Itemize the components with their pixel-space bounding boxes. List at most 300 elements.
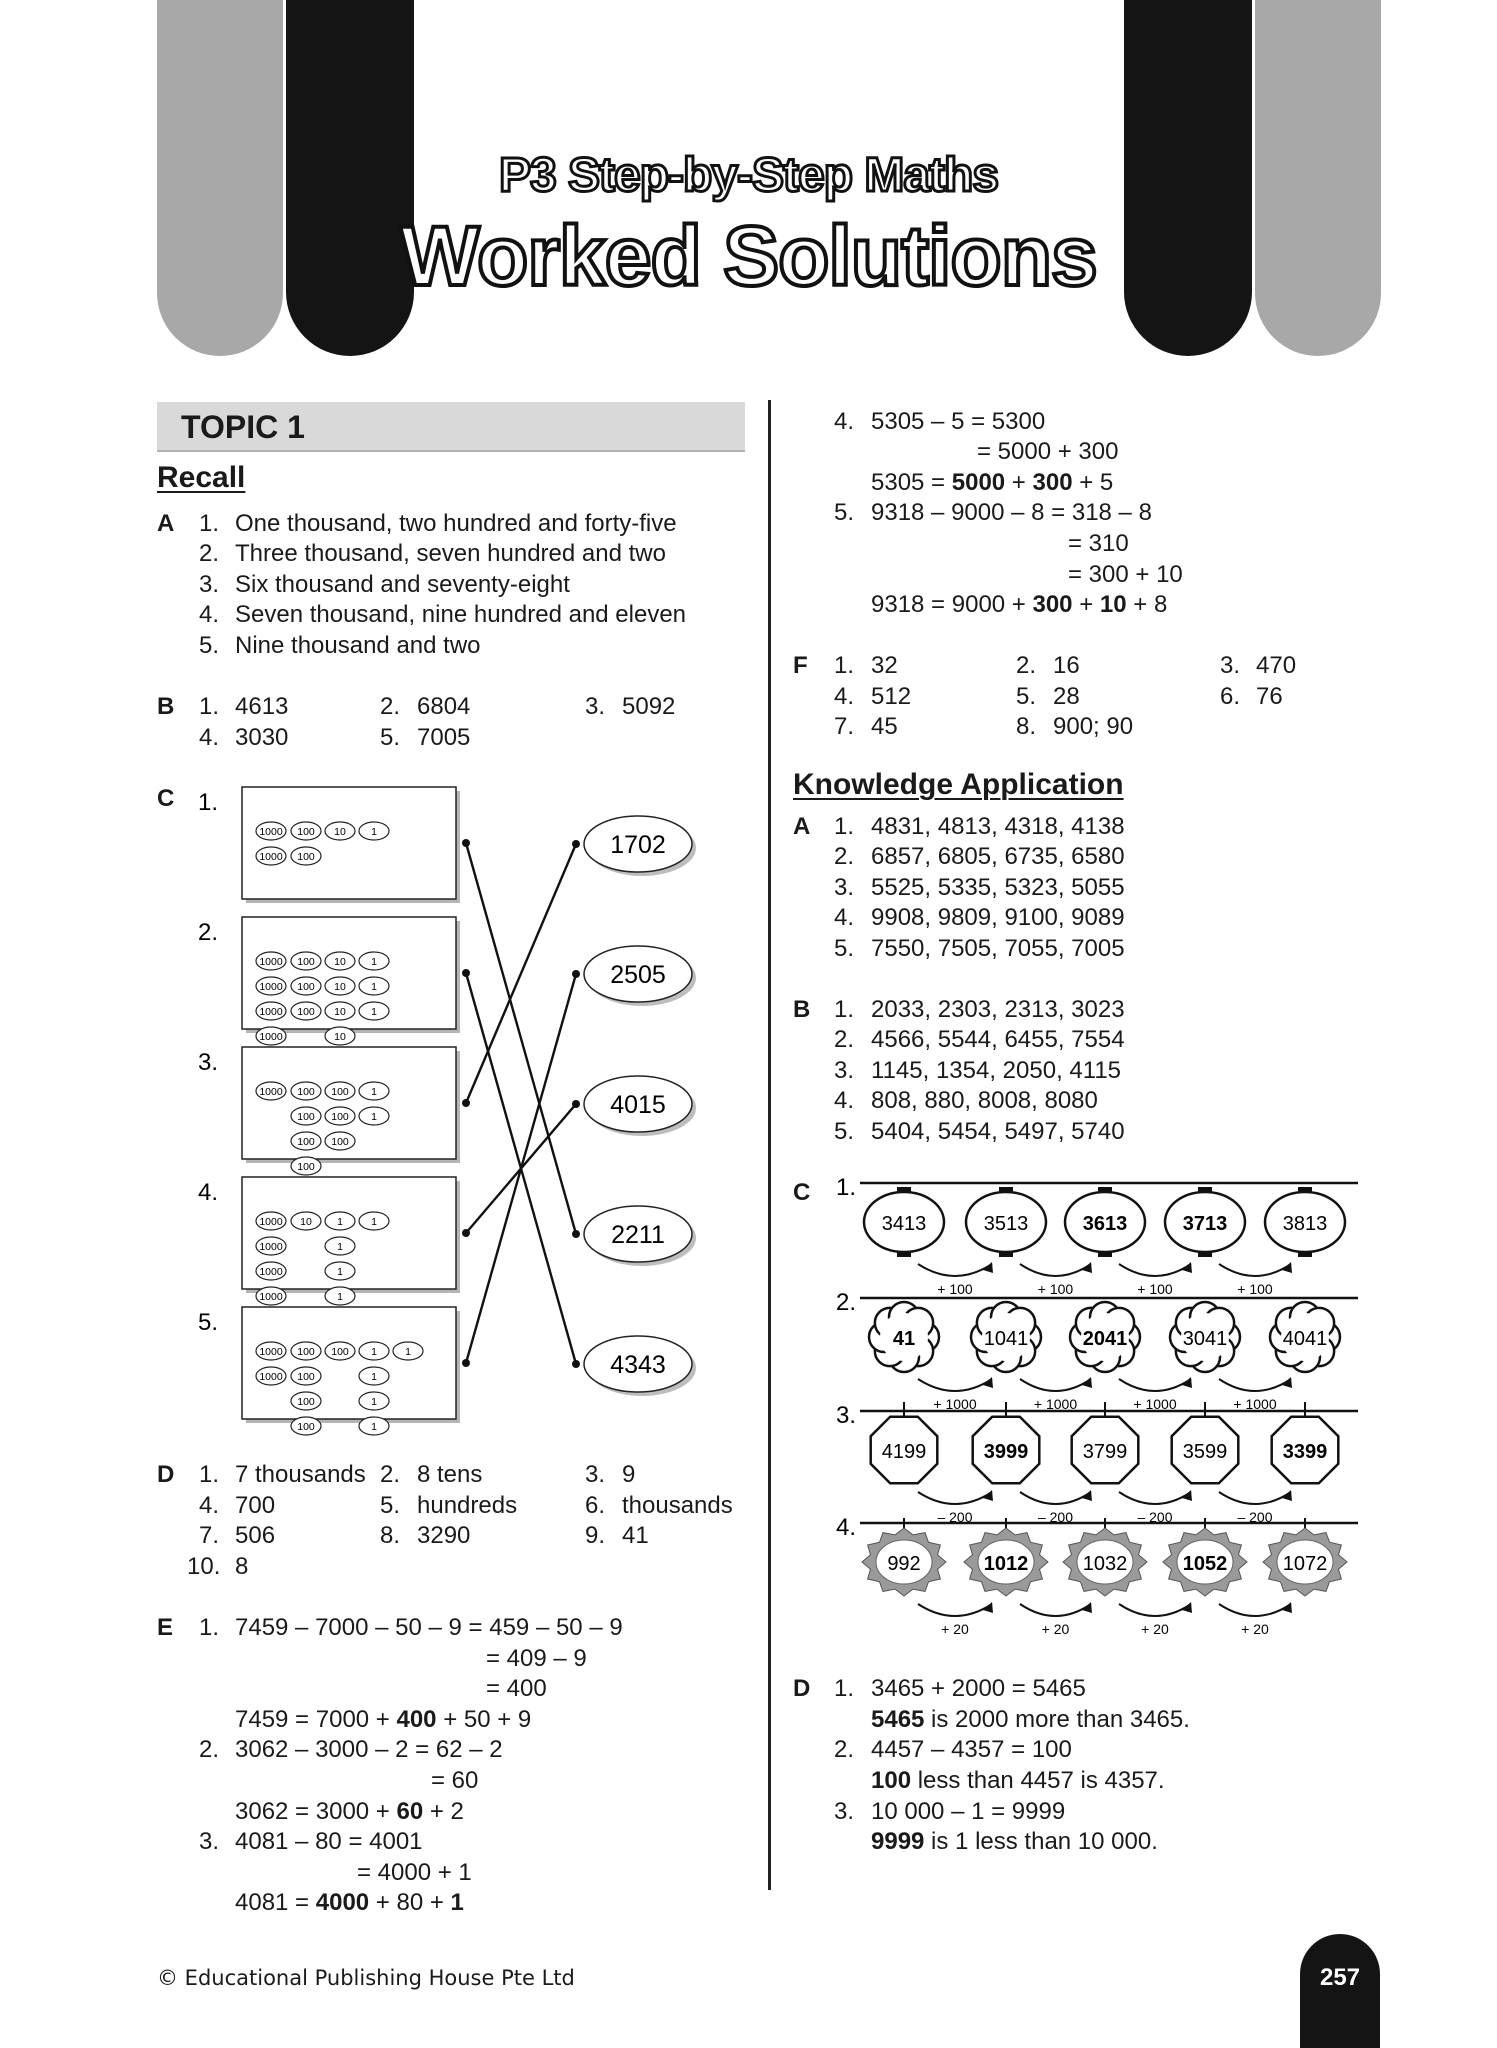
- answer-part: less than 4457 is 4357.: [911, 1767, 1165, 1794]
- counter-label: 100: [331, 1346, 349, 1358]
- list-number: 2.: [834, 843, 855, 870]
- place-value-counter: [325, 977, 355, 995]
- place-value-counter: [291, 1132, 321, 1150]
- place-value-counter: [256, 1262, 286, 1280]
- pattern-row: [836, 1402, 1358, 1525]
- counter-label: 1000: [259, 851, 283, 863]
- list-item: 3290: [417, 1522, 471, 1549]
- list-number: 4.: [199, 601, 220, 628]
- section-letter-b: B: [157, 693, 175, 720]
- counter-label: 1: [371, 1421, 377, 1433]
- place-value-counter: [256, 977, 286, 995]
- page-title: Worked Solutions: [400, 209, 1097, 303]
- step-arrow: [1119, 1379, 1191, 1391]
- place-value-counter: [256, 822, 286, 840]
- list-item: 7 thousands: [235, 1461, 366, 1488]
- place-value-counter: [359, 1417, 389, 1435]
- list-number: 1.: [836, 1174, 857, 1201]
- list-item: 3030: [235, 724, 289, 751]
- pattern-value: 1012: [983, 1553, 1029, 1575]
- equation-answer: [235, 1888, 464, 1918]
- step-label: + 100: [937, 1281, 973, 1297]
- counter-label: 100: [297, 1371, 315, 1383]
- section-letter-c: C: [793, 1179, 811, 1206]
- pattern-value: 3799: [1082, 1441, 1128, 1463]
- section-letter-d: D: [157, 1461, 175, 1488]
- box-frame: [242, 787, 456, 899]
- counter-label: 100: [297, 1086, 315, 1098]
- equation-line: = 4000 + 1: [357, 1859, 472, 1886]
- answer-part: + 80 +: [369, 1889, 451, 1916]
- pattern-shape: [1270, 1302, 1340, 1372]
- place-value-counter: [325, 1212, 355, 1230]
- answer-bold: 9999: [871, 1828, 925, 1855]
- list-number: 1.: [834, 652, 855, 679]
- place-value-counter: [359, 1002, 389, 1020]
- equation-line: 5305 – 5 = 5300: [871, 408, 1046, 435]
- pattern-shape: [1163, 1518, 1247, 1596]
- equation-answer: [235, 1797, 464, 1827]
- list-number: 5.: [834, 1118, 855, 1145]
- list-number: 4.: [834, 683, 855, 710]
- answer-bold: 400: [396, 1706, 437, 1733]
- list-number: 2.: [834, 1026, 855, 1053]
- pattern-value: 3613: [1082, 1213, 1128, 1235]
- counter-label: 1: [371, 826, 377, 838]
- list-item: 2033, 2303, 2313, 3023: [871, 996, 1125, 1023]
- pattern-value: 4041: [1282, 1328, 1328, 1350]
- list-number: 1.: [199, 1614, 220, 1641]
- answer-bold: 100: [871, 1767, 912, 1794]
- list-number: 3.: [585, 1461, 606, 1488]
- counter-label: 10: [300, 1216, 312, 1228]
- pattern-value: 3399: [1282, 1441, 1328, 1463]
- pattern-value: 992: [887, 1553, 921, 1575]
- equation-line: 4081 – 80 = 4001: [235, 1828, 423, 1855]
- place-value-counter: [291, 822, 321, 840]
- place-value-counter: [359, 1212, 389, 1230]
- counter-label: 1: [337, 1216, 343, 1228]
- place-value-counter: [325, 1132, 355, 1150]
- counter-label: 1: [371, 1371, 377, 1383]
- step-arrow: [1219, 1604, 1291, 1616]
- step-arrow: [1020, 1264, 1091, 1276]
- list-number: 3.: [834, 1798, 855, 1825]
- column-divider: [768, 400, 771, 1890]
- answer-oval: [584, 816, 696, 876]
- pattern-shape: [1172, 1402, 1239, 1483]
- list-number: 4.: [199, 1492, 220, 1519]
- counter-label: 100: [297, 1161, 315, 1173]
- equation-answer: [235, 1705, 531, 1735]
- counter-label: 1000: [259, 1031, 283, 1043]
- place-value-counter: [325, 952, 355, 970]
- place-value-counter: [291, 952, 321, 970]
- section-letter-c: C: [157, 785, 175, 812]
- place-value-counter: [325, 1002, 355, 1020]
- counter-label: 1: [371, 1346, 377, 1358]
- answer-part: + 8: [1126, 591, 1168, 618]
- list-item: hundreds: [417, 1492, 518, 1519]
- list-number: 1.: [834, 1675, 855, 1702]
- oval-answer: 2211: [611, 1221, 665, 1249]
- step-label: + 1000: [1033, 1396, 1078, 1412]
- section-letter-a: A: [793, 813, 811, 840]
- pattern-shape: [862, 1518, 946, 1596]
- list-item: 808, 880, 8008, 8080: [871, 1087, 1098, 1114]
- place-value-counter: [256, 1212, 286, 1230]
- list-number: 2.: [199, 540, 220, 567]
- list-number: 2.: [1016, 652, 1037, 679]
- pattern-value: 3999: [983, 1441, 1029, 1463]
- answer-bold: 300: [1032, 591, 1073, 618]
- place-value-counter: [256, 1342, 286, 1360]
- place-value-counter: [359, 822, 389, 840]
- list-number: 2.: [380, 693, 401, 720]
- list-number: 3.: [834, 874, 855, 901]
- answer-part: +: [1005, 469, 1033, 496]
- list-number: 3.: [199, 1828, 220, 1855]
- section-letter-b: B: [793, 996, 811, 1023]
- list-number: 5.: [380, 724, 401, 751]
- pattern-shape: [869, 1302, 939, 1372]
- counter-label: 100: [297, 851, 315, 863]
- list-number: 2.: [380, 1461, 401, 1488]
- equation-line: 10 000 – 1 = 9999: [871, 1798, 1066, 1825]
- step-label: – 200: [1237, 1509, 1273, 1525]
- pattern-value: 3599: [1182, 1441, 1228, 1463]
- pattern-value: 3813: [1282, 1213, 1328, 1235]
- counter-label: 1: [371, 956, 377, 968]
- oval-answer: 4343: [610, 1351, 666, 1379]
- place-value-counter: [291, 1107, 321, 1125]
- answer-part: 4081 =: [235, 1889, 316, 1916]
- list-item: 506: [235, 1522, 276, 1549]
- list-item: 8 tens: [417, 1461, 483, 1488]
- place-value-counter: [359, 952, 389, 970]
- place-value-counter: [325, 1287, 355, 1305]
- place-value-counter: [359, 1392, 389, 1410]
- counter-label: 1000: [259, 981, 283, 993]
- answer-part: 3062 = 3000 +: [235, 1798, 397, 1825]
- step-arrow: [1020, 1492, 1091, 1504]
- place-value-box: [198, 1177, 460, 1305]
- list-item: 7005: [417, 724, 471, 751]
- list-item: 4831, 4813, 4318, 4138: [871, 813, 1125, 840]
- pattern-shape: [1070, 1302, 1140, 1372]
- step-label: + 1000: [1233, 1396, 1277, 1412]
- counter-label: 10: [334, 1006, 346, 1018]
- step-label: + 20: [1241, 1621, 1269, 1637]
- place-value-counter: [325, 1082, 355, 1100]
- answer-part: is 2000 more than 3465.: [924, 1706, 1190, 1733]
- pattern-shape: [1072, 1402, 1139, 1483]
- place-value-counter: [291, 977, 321, 995]
- place-value-counter: [256, 1002, 286, 1020]
- pattern-value: 1032: [1082, 1553, 1128, 1575]
- answer-bold: 5465: [871, 1706, 925, 1733]
- answer-bold: 4000: [315, 1889, 370, 1916]
- place-value-box: [198, 787, 460, 903]
- counter-label: 100: [331, 1136, 349, 1148]
- counter-label: 1000: [259, 1216, 283, 1228]
- answer-bold: 1: [450, 1889, 464, 1916]
- list-item: 6804: [417, 693, 471, 720]
- equation-line: = 300 + 10: [1068, 561, 1183, 588]
- step-label: + 20: [1041, 1621, 1070, 1637]
- equation-line: 3465 + 2000 = 5465: [871, 1675, 1086, 1702]
- counter-label: 10: [334, 1031, 346, 1043]
- knowledge-application-heading: Knowledge Application: [793, 768, 1124, 801]
- list-number: 7.: [834, 713, 855, 740]
- section-letter-f: F: [793, 652, 808, 679]
- equation-line: = 400: [486, 1675, 547, 1702]
- pattern-shape: [964, 1518, 1048, 1596]
- list-number: 5.: [380, 1492, 401, 1519]
- pattern-row: [836, 1289, 1358, 1412]
- matching-line: [466, 843, 576, 1234]
- list-item: 76: [1256, 683, 1283, 710]
- list-number: 2.: [834, 1736, 855, 1763]
- answer-bold: 10: [1099, 591, 1127, 618]
- counter-label: 1000: [259, 1006, 283, 1018]
- counter-label: 1: [371, 1396, 377, 1408]
- place-value-counter: [256, 952, 286, 970]
- answer-part: + 5: [1072, 469, 1114, 496]
- answer-bold: 5000: [951, 469, 1006, 496]
- counter-label: 1000: [259, 1086, 283, 1098]
- list-number: 10.: [187, 1553, 221, 1580]
- list-number: 5.: [199, 632, 220, 659]
- answer-part: + 50 + 9: [436, 1706, 532, 1733]
- place-value-counter: [291, 1342, 321, 1360]
- counter-label: 1: [371, 1086, 377, 1098]
- counter-label: 1000: [259, 1241, 283, 1253]
- answer-bold: 300: [1032, 469, 1073, 496]
- list-item: 6857, 6805, 6735, 6580: [871, 843, 1125, 870]
- pattern-shape: [1065, 1187, 1145, 1257]
- answer-part: 7459 = 7000 +: [235, 1706, 397, 1733]
- pattern-shape: [971, 1302, 1041, 1372]
- counter-label: 1: [337, 1266, 343, 1278]
- place-value-counter: [359, 1367, 389, 1385]
- list-number: 9.: [585, 1522, 606, 1549]
- pattern-shape: [1170, 1302, 1240, 1372]
- place-value-counter: [325, 1342, 355, 1360]
- counter-label: 100: [297, 1396, 315, 1408]
- list-number: 2.: [199, 1736, 220, 1763]
- pattern-value: 3713: [1182, 1213, 1228, 1235]
- answer-part: +: [1072, 591, 1100, 618]
- list-item: 5404, 5454, 5497, 5740: [871, 1118, 1125, 1145]
- list-number: 3.: [834, 1057, 855, 1084]
- topic-label: TOPIC 1: [181, 409, 305, 445]
- pattern-shape: [1165, 1187, 1245, 1257]
- step-label: – 200: [1037, 1509, 1074, 1525]
- answer-part: is 1 less than 10 000.: [924, 1828, 1158, 1855]
- counter-label: 100: [297, 1111, 315, 1123]
- counter-label: 10: [334, 956, 346, 968]
- pattern-shape: [1265, 1187, 1345, 1257]
- counter-label: 1000: [259, 1266, 283, 1278]
- list-item: 41: [622, 1522, 649, 1549]
- list-item: 28: [1053, 683, 1080, 710]
- list-item: 1145, 1354, 2050, 4115: [871, 1057, 1122, 1084]
- place-value-counter: [256, 1082, 286, 1100]
- place-value-counter: [393, 1342, 423, 1360]
- counter-label: 1000: [259, 1346, 283, 1358]
- step-label: – 200: [937, 1509, 973, 1525]
- pattern-value: 1072: [1282, 1553, 1328, 1575]
- counter-label: 1000: [259, 1291, 283, 1303]
- counter-label: 1: [371, 1006, 377, 1018]
- step-label: + 1000: [1133, 1396, 1177, 1412]
- list-item: Nine thousand and two: [235, 632, 481, 659]
- step-label: + 20: [1141, 1621, 1169, 1637]
- counter-label: 100: [331, 1086, 349, 1098]
- list-item: 700: [235, 1492, 276, 1519]
- counter-label: 1000: [259, 1371, 283, 1383]
- pattern-value: 1052: [1182, 1553, 1228, 1575]
- list-number: 6.: [585, 1492, 606, 1519]
- step-label: + 100: [1237, 1281, 1273, 1297]
- page-number-tab: [1300, 1934, 1380, 2048]
- answer-part: + 2: [423, 1798, 464, 1825]
- recall-heading: Recall: [157, 461, 246, 494]
- counter-label: 100: [297, 956, 315, 968]
- number-pattern-diagrams: [820, 1170, 1360, 1650]
- list-item: 5525, 5335, 5323, 5055: [871, 874, 1125, 901]
- counter-label: 1: [371, 1111, 377, 1123]
- pattern-value: 3041: [1182, 1328, 1228, 1350]
- pattern-value: 3513: [983, 1213, 1029, 1235]
- place-value-counter: [291, 1082, 321, 1100]
- step-arrow: [918, 1264, 992, 1276]
- equation-line: 4457 – 4357 = 100: [871, 1736, 1072, 1763]
- counter-label: 100: [297, 1421, 315, 1433]
- list-number: 4.: [198, 1179, 219, 1206]
- list-number: 1.: [834, 813, 855, 840]
- step-arrow: [918, 1492, 992, 1504]
- answer-oval: [584, 946, 696, 1006]
- pattern-shape: [864, 1187, 944, 1257]
- book-title: P3 Step-by-Step Maths: [498, 149, 999, 202]
- place-value-counter: [325, 1027, 355, 1045]
- answer-oval: [584, 1076, 696, 1136]
- counter-label: 1: [371, 1216, 377, 1228]
- section-letter-d: D: [793, 1675, 811, 1702]
- list-number: 1.: [199, 693, 220, 720]
- list-item: thousands: [622, 1492, 733, 1519]
- matching-line: [466, 844, 576, 1103]
- answer-oval: [584, 1206, 696, 1266]
- equation-line: = 310: [1068, 530, 1129, 557]
- step-arrow: [918, 1604, 992, 1616]
- list-number: 1.: [199, 1461, 220, 1488]
- list-number: 3.: [585, 693, 606, 720]
- answer-oval: [584, 1336, 696, 1396]
- oval-answer: 1702: [610, 831, 666, 859]
- place-value-counter: [325, 1262, 355, 1280]
- pattern-shape: [871, 1402, 938, 1483]
- place-value-counter: [291, 847, 321, 865]
- pattern-value: 41: [892, 1328, 916, 1350]
- counter-label: 1000: [259, 826, 283, 838]
- list-item: Seven thousand, nine hundred and eleven: [235, 601, 687, 628]
- step-arrow: [1219, 1264, 1291, 1276]
- place-value-counter: [291, 1417, 321, 1435]
- place-value-counter: [325, 1107, 355, 1125]
- list-item: 16: [1053, 652, 1080, 679]
- counter-label: 1: [371, 981, 377, 993]
- step-arrow: [918, 1379, 992, 1391]
- place-value-counter: [291, 1002, 321, 1020]
- step-arrow: [1219, 1492, 1291, 1504]
- oval-answer: 2505: [610, 961, 666, 989]
- pattern-shape: [973, 1402, 1040, 1483]
- counter-label: 10: [334, 826, 346, 838]
- counter-label: 1: [337, 1291, 343, 1303]
- step-arrow: [1219, 1379, 1291, 1391]
- list-number: 2.: [836, 1289, 857, 1316]
- answer-sentence: [871, 1766, 1165, 1796]
- topic-banner: [157, 402, 745, 452]
- pattern-shape: [1063, 1518, 1147, 1596]
- equation-line: 9318 – 9000 – 8 = 318 – 8: [871, 499, 1152, 526]
- list-item: One thousand, two hundred and forty-five: [235, 510, 677, 537]
- list-number: 3.: [199, 571, 220, 598]
- counter-label: 1: [405, 1346, 411, 1358]
- counter-label: 100: [297, 981, 315, 993]
- list-item: 9908, 9809, 9100, 9089: [871, 904, 1125, 931]
- counter-label: 100: [297, 1346, 315, 1358]
- list-number: 5.: [834, 499, 855, 526]
- list-number: 5.: [1016, 683, 1037, 710]
- answer-sentence: [871, 1827, 1158, 1857]
- place-value-counter: [359, 1082, 389, 1100]
- pattern-shape: [1272, 1402, 1339, 1483]
- list-number: 1.: [198, 789, 219, 816]
- equation-line: = 409 – 9: [486, 1645, 587, 1672]
- equation-answer: [871, 590, 1167, 620]
- place-value-counter: [291, 1212, 321, 1230]
- pattern-row: [836, 1514, 1358, 1637]
- list-number: 8.: [1016, 713, 1037, 740]
- answer-sentence: [871, 1705, 1190, 1735]
- list-item: 32: [871, 652, 898, 679]
- list-number: 4.: [834, 904, 855, 931]
- list-number: 4.: [834, 1087, 855, 1114]
- oval-answer: 4015: [610, 1091, 666, 1119]
- pattern-value: 4199: [881, 1441, 927, 1463]
- list-number: 5.: [834, 935, 855, 962]
- place-value-counter: [359, 977, 389, 995]
- list-item: 4566, 5544, 6455, 7554: [871, 1026, 1125, 1053]
- counter-label: 100: [331, 1111, 349, 1123]
- equation-line: = 5000 + 300: [977, 438, 1119, 465]
- step-arrow: [1020, 1379, 1091, 1391]
- list-item: 9: [622, 1461, 636, 1488]
- list-item: 512: [871, 683, 912, 710]
- place-value-counter: [256, 1027, 286, 1045]
- list-item: 470: [1256, 652, 1297, 679]
- equation-line: 7459 – 7000 – 50 – 9 = 459 – 50 – 9: [235, 1614, 623, 1641]
- pattern-value: 3413: [881, 1213, 927, 1235]
- place-value-matching-diagram: [150, 770, 770, 1440]
- section-letter-e: E: [157, 1614, 174, 1641]
- pattern-shape: [1263, 1518, 1347, 1596]
- list-number: 3.: [836, 1402, 857, 1429]
